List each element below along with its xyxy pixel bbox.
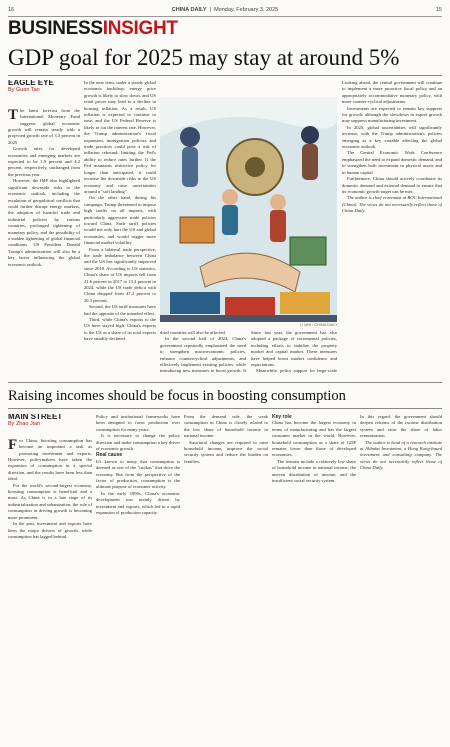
article2-para: In this regard, the government should deepen reforms of the income distribution system and raise the share of labor remuneration. — [360, 414, 442, 439]
article1-para: On the other hand, during his campaign, Trump threatened to impose high tariffs on all imports, with particularly aggressive trade policies toward China. Such tariff policies would not only hurt the US and global economies, and would trigger more financial market volatility. — [84, 195, 156, 246]
article2-column-5 — [360, 414, 442, 740]
article1-para: However, the IMF also highlighted significant downside risks to the economic outlook, including the escalation of geopolitical conflicts that could further disrupt energy markets, the adoption of harmful trade and industrial policies by various countries, prolonged tightening of monetary policy, and the possibility of a sudden tightening of global financial conditions. US President Donald Trump's administration will also be a key factor influencing the global economic outlook. — [8, 178, 80, 267]
section-title — [8, 18, 178, 40]
article1-para: Second, the US tariff measures have had the opposite of the intended effect. — [84, 304, 156, 316]
second-headline: Raising incomes should be focus in boosting consumption — [8, 388, 346, 404]
article1-para: Investments are expected to remain key supports for growth, although the slowdown in export growth may suppress manufacturing investment. — [342, 105, 442, 124]
article1-column-3 — [160, 330, 246, 376]
article2-column-4 — [272, 414, 356, 740]
article1-lead — [8, 108, 80, 146]
article1-para: Since last year, the government has also adopted a package of incremental policies, including efforts to stabilize the property market and capital market. These measures have helped boost market confidence and expectations. — [251, 330, 337, 368]
page-header — [8, 4, 442, 17]
section-suffix: INSIGHT — [102, 18, 178, 39]
article2-para: Policy and institutional frameworks have been designed to favor production over consumption for many years. — [96, 414, 180, 432]
illustration-graphic — [160, 97, 337, 322]
issue-date: Monday, February 3, 2025 — [214, 7, 279, 13]
dropcap: T — [8, 106, 19, 123]
article2-para: Structural changes are required to raise household income, improve the social security system and reduce the burden on families. — [184, 439, 268, 464]
section-prefix: BUSINESS — [8, 18, 103, 39]
article1-para: In the second half of 2024, China's government repeatedly emphasized the need to strengthen macroeconomic policies, enhance countercyclical adjustments, and effectively implement existing policies, while introducing new measures to boost growth. It — [160, 336, 246, 374]
editorial-illustration — [160, 97, 337, 322]
article2-para: The reasons include a relatively low share of household income in national income, the uneven distribution of income, and the insufficient social security system. — [272, 458, 356, 484]
article2-para: It's known to many that consumption is deemed as one of the "troikas" that drive the economy. But from the perspective of the factor of production, consumption is the ultimate purpose of economic activity. — [96, 458, 180, 490]
article2-subhead: Real cause — [96, 452, 123, 459]
article1-para: In 2025, global uncertainties will significantly increase, with the Trump administration's policies emerging as a key variable affecting the global economic outlook. — [342, 124, 442, 150]
article2-column-3 — [184, 414, 268, 740]
illustration-credit: LI MIN / CHINA DAILY — [300, 323, 338, 327]
divider-second — [8, 408, 442, 409]
article1-para: Furthermore, China should actively coordinate its domestic demand and external demand to ensure that its economic growth target can be met. — [342, 176, 442, 194]
article1-kicker: EAGLE EYE — [8, 80, 54, 87]
paper-name: CHINA DAILY — [171, 7, 207, 13]
article1-para: The Central Economic Work Conference emphasized the need to expand domestic demand, and to strengthen both investment in physical assets and in human capital. — [342, 150, 442, 175]
article1-column-4 — [251, 330, 337, 376]
article1-byline: By Guan Tao — [8, 87, 40, 94]
article2-column-2 — [96, 414, 180, 740]
page-number-right: 15 — [435, 7, 442, 13]
article1-para: he latest forecast from the International Monetary Fund suggests global economic growth will remain steady with a projected growth rate of 3.3 percent in 2025. — [8, 107, 80, 145]
article1-column-2 — [84, 80, 156, 370]
article2-para: China has become the largest economy in terms of manufacturing and has the largest consumer market in the world. However, household consumption as a share of GDP remains lower than those of developed economies. — [272, 420, 356, 458]
spacer — [8, 428, 92, 438]
article1-column-1 — [8, 80, 80, 370]
article1-para: third countries will also be affected. — [160, 330, 226, 335]
article1-para: Meanwhile, policy support for large-scale — [256, 368, 337, 374]
spacer — [8, 94, 80, 108]
article2-lead — [8, 438, 92, 483]
divider-top — [8, 75, 442, 76]
article2-para: In the early 1990s, China's economic development was mainly driven by investment and exports, which led to a rapid expansion of production capacity. — [96, 490, 180, 516]
article2-para: It is necessary to change the policy direction and make consumption a key driver of economic growth. — [96, 433, 180, 452]
main-headline: GDP goal for 2025 may stay at around 5% — [8, 45, 400, 70]
article2-para: In the past, investment and exports have been the major drivers of growth, while consumption has lagged behind. — [8, 521, 92, 539]
article2-para: From the demand side, the weak consumption in China is closely related to the low share of household income in national income. — [184, 414, 268, 439]
article2-byline: By Zhao Jian — [8, 421, 41, 428]
article1-para: From a bilateral trade perspective, the trade imbalance between China and the US has significantly improved since 2018. According to US statistics, China's share of US imports fell from 21.6 percent in 2017 to 13.4 percent in 2024, while the US trade deficit with China dropped from 47.2 percent to 26.3 percent. — [84, 246, 156, 303]
divider-middle — [8, 382, 442, 383]
page-number-left: 16 — [8, 7, 15, 13]
article2-column-1 — [8, 414, 92, 740]
article1-para: Growth rates for developed economies and emerging markets are expected to be 1.9 percent and 4.2 percent, respectively, unchanged from the previous year. — [8, 146, 80, 177]
article1-author-note: The author is chief economist at BOC International (China). The views do not necessarily reflect those of China Daily. — [342, 195, 442, 214]
article1-para: Looking ahead, the central government will continue to implement a more proactive fiscal policy and an appropriately accommodative monetary policy, with more counter-cyclical adjustments. — [342, 80, 442, 105]
article2-subhead: Key role — [272, 414, 292, 420]
paper-date: CHINA DAILY | Monday, February 3, 2025 — [171, 7, 279, 13]
article2-para: or China, boosting consumption has become an important a task as promoting investment and exports. However, policymakers have taken the expansion of consumption in a special direction, and the results have been less than ideal. — [8, 437, 92, 482]
dropcap: F — [8, 436, 18, 453]
article2-author-note: The author is head of a research institute at Alibaba Investment, a Hong Kong-based investment and consulting company. The views do not necessarily reflect those of China Daily. — [360, 439, 442, 471]
article1-column-5 — [342, 80, 442, 376]
article1-para: Third, while China's exports to the US have stayed high, China's exports to the US as a share of its total exports have steadily declined. — [84, 317, 156, 342]
article2-kicker: MAIN STREET — [8, 414, 63, 421]
article2-para: For the world's second-largest economy, boosting consumption is beneficial and a must. As China is in a late stage of its industrialization and urbanization, the role of consumption in driving growth is becoming more prominent. — [8, 482, 92, 520]
article1-para: In the near term, under a steady global economic backdrop, energy price growth is likely to slow down, and US retail prices may lead to a decline in housing inflation. As a result, US inflation is expected to continue to ease, and the US Federal Reserve is likely to cut the interest rate. However, the Trump administration's fiscal expansion, immigration policies and trade practices could pose a risk of inflation rebound, limiting the Fed's ability to reduce rates further. If the Fed maintains restrictive policy for longer than anticipated, it could increase the downside risks to the US economy and raise uncertainties around a "soft landing". — [84, 80, 156, 194]
